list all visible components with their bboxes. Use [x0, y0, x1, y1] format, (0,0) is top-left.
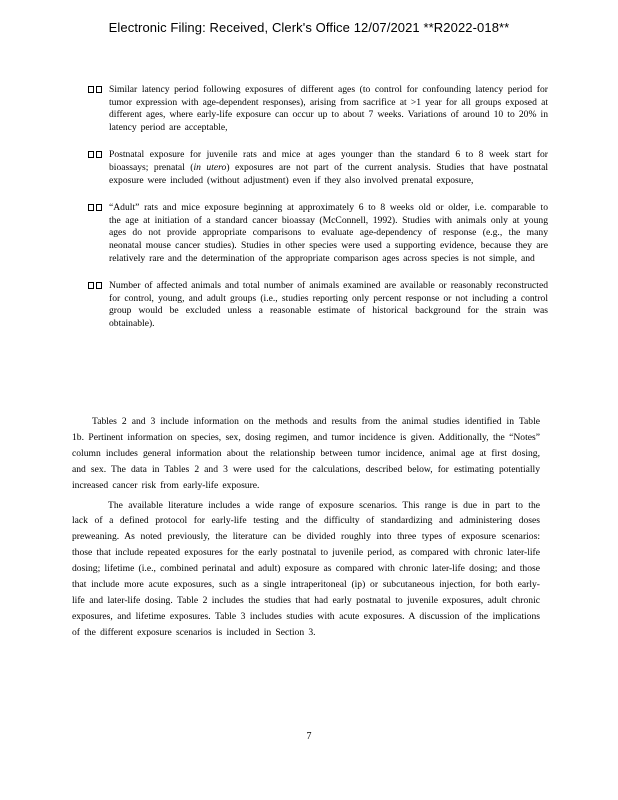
list-item-text [109, 149, 548, 187]
list-item-italic-term: in utero [193, 161, 227, 173]
filing-header: Electronic Filing: Received, Clerk's Office 12/07/2021 **R2022-018** [108, 20, 510, 35]
criteria-list [88, 84, 548, 346]
checkbox-glyph-icon [88, 86, 105, 94]
list-item-text: Similar latency period following exposures of different ages (to control for confounding latency period for tumor expression with age-dependent responses), arising from sacrifice at >1 year for all groups exposed at different ages, where early-life exposure can occur up to about 7 weeks. Variations of around 10 to 20% in latency period are acceptable, [109, 84, 548, 133]
page-number: 7 [306, 731, 312, 742]
list-item-text: Number of affected animals and total number of animals examined are available or reasonably reconstructed for control, young, and adult groups (i.e., studies reporting only percent response or not including a control group would be excluded unless a reasonable estimate of historical background for the strain was obtainable). [109, 280, 548, 329]
body-text [72, 414, 540, 645]
list-item [88, 84, 548, 134]
list-item [88, 280, 548, 330]
checkbox-glyph-icon [88, 151, 105, 159]
checkbox-glyph-icon [88, 282, 105, 290]
paragraph-exposure-scenarios: The available literature includes a wide range of exposure scenarios. This range is due in part to the lack of a defined protocol for early-life testing and the difficulty of standardizing and administering doses preweaning. As noted previously, the literature can be divided roughly into three types of exposure scenarios: those that include repeated exposures for the early postnatal to juvenile period, as compared with chronic later-life dosing; lifetime (i.e., combined perinatal and adult) exposure as compared with chronic later-life dosing; and those that include more acute exposures, such as a single intraperitoneal (ip) or subcutaneous injection, for both early-life and later-life dosing. Table 2 includes the studies that had early postnatal to juvenile exposures, adult chronic exposures, and lifetime exposures. Table 3 includes studies with acute exposures. A discussion of the implications of the different exposure scenarios is included in Section 3. [72, 499, 540, 638]
list-item-text-end: ) exposures are not part of the current analysis. Studies that have postnatal exposure were included (without adjustment) even if they also involved prenatal exposure, [109, 161, 549, 186]
checkbox-glyph-icon [88, 204, 105, 212]
list-item-text: “Adult” rats and mice exposure beginning at approximately 6 to 8 weeks old or older, i.e. comparable to the age at initiation of a standard cancer bioassay (McConnell, 1992). Studies with animals only at young ages do not provide appropriate comparisons to evaluate age-dependency of response (e.g., the many neonatal mouse cancer studies). Studies in other species were used a supporting evidence, because they are relatively rare and the determination of the appropriate comparison ages across species is not simple, and [109, 202, 548, 264]
paragraph-tables-summary: Tables 2 and 3 include information on the methods and results from the animal studies identified in Table 1b. Pertinent information on species, sex, dosing regimen, and tumor incidence is given. Additionally, the “Notes” column includes general information about the relationship between tumor incidence, animal age at first dosing, and sex. The data in Tables 2 and 3 were used for the calculations, described below, for estimating potentially increased cancer risk from early-life exposure. [72, 416, 540, 491]
list-item [88, 149, 548, 187]
list-item [88, 202, 548, 265]
list-item-text-start: Postnatal exposure for juvenile rats and mice at ages younger than the standard 6 to 8 week start for bioassays; prenatal ( [109, 149, 548, 173]
